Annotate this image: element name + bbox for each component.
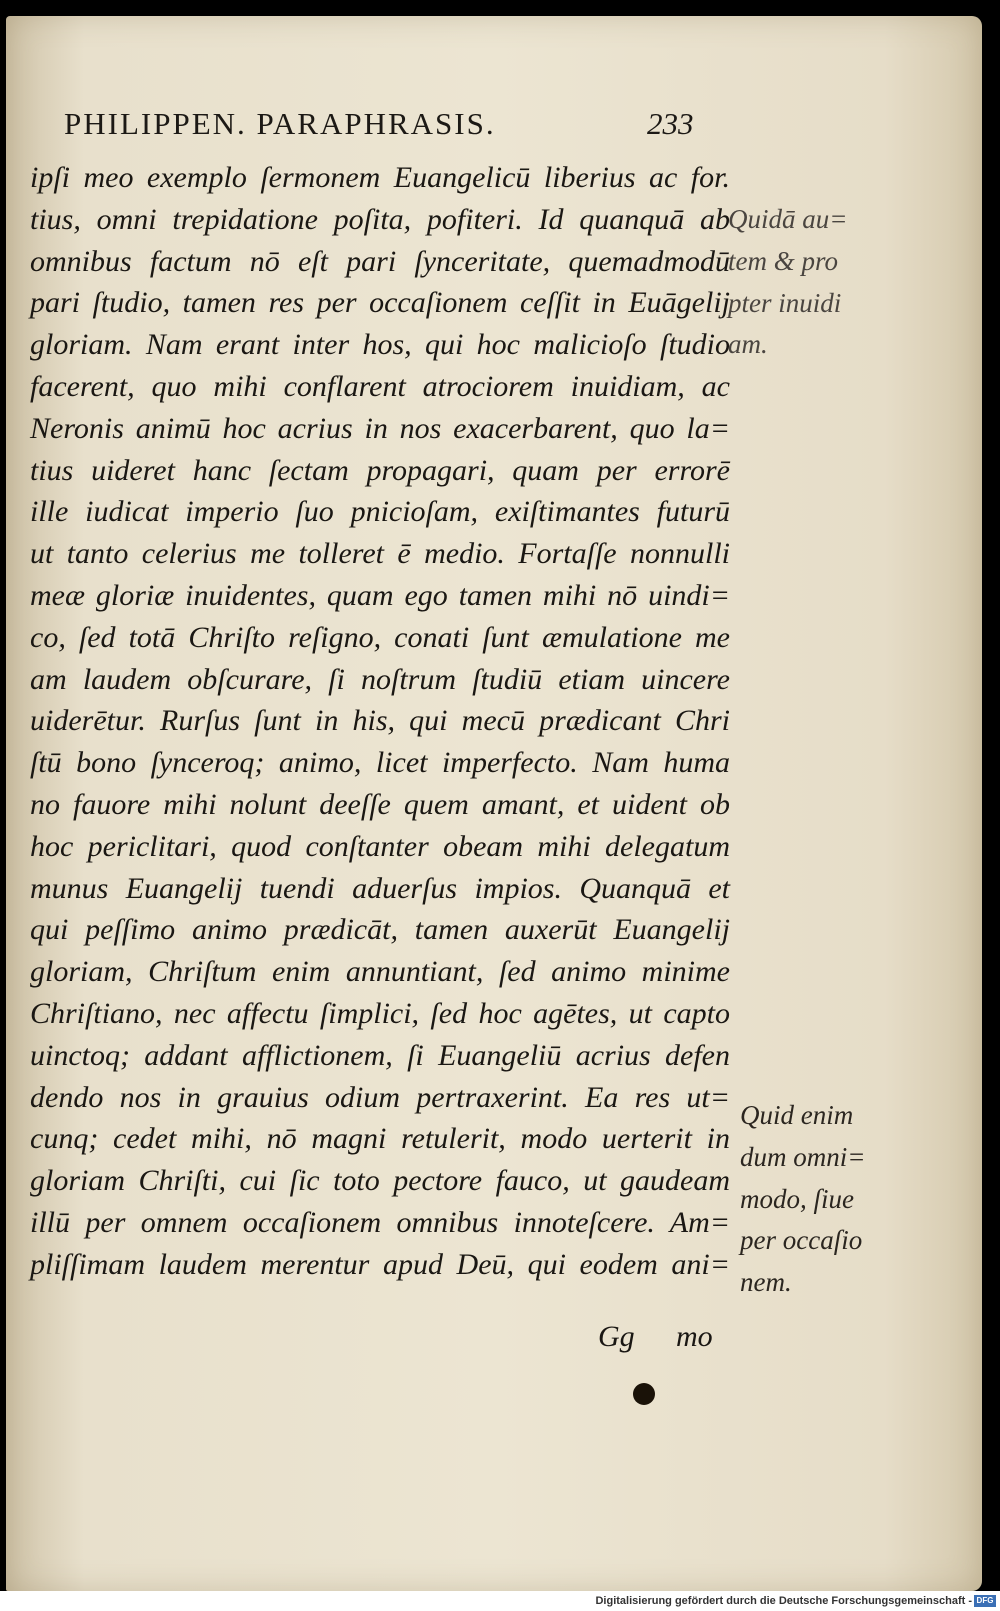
text-line: tius, omni trepidatione poſita, pofiteri. Id quanquā ab [30,202,730,236]
text-line: ille iudicat imperio ſuo pnicioſam, exiſtimantes futurū [30,495,730,529]
dfg-logo-icon: DFG [974,1595,996,1607]
margin-note-line: Quidā au= [728,204,848,234]
text-line: illū per omnem occaſionem omnibus innoteſcere. Am= [30,1205,730,1239]
text-line: uiderētur. Rurſus ſunt in his, qui mecū prædicant Chri [30,704,730,738]
text-line: pliſſimam laudem merentur apud Deū, qui eodem ani= [30,1247,730,1281]
text-line: facerent, quo mihi conflarent atrociorem inuidiam, ac [30,369,730,403]
margin-note-line: am. [728,329,768,360]
margin-note-line: dum omni= [740,1141,866,1172]
text-line: munus Euangelij tuendi aduerſus impios. Quanquā et [30,871,730,905]
margin-note-line: tem & pro [728,245,838,276]
text-line: uinctoq; addant afflictionem, ſi Euangeliū acrius defen [30,1038,730,1072]
margin-note-line: modo, ſiue [740,1183,854,1214]
margin-note-line: nem. [740,1267,792,1298]
signature-mark: Gg [598,1320,635,1353]
catchword: mo [676,1320,713,1353]
text-line: hoc periclitari, quod conſtanter obeam mihi delegatum [30,829,730,863]
text-line: qui peſſimo animo prædicāt, tamen auxerūt Euangelij [30,913,730,947]
footer-credit: Digitalisierung gefördert durch die Deutsche Forschungsgemeinschaft - [595,1595,972,1607]
margin-note-line: per occaſio [740,1225,863,1256]
text-line: tius uideret hanc ſectam propagari, quam per errorē [30,453,730,487]
running-title: PHILIPPEN. PARAPHRASIS. [64,106,496,141]
main-text-block [30,157,730,1286]
margin-note-quidam [728,199,847,366]
ink-blot [633,1383,655,1405]
margin-note-line: pter inuidi [728,287,842,318]
text-line: ſtū bono ſynceroq; animo, licet imperfecto. Nam huma [30,746,730,780]
text-line: omnibus factum nō eſt pari ſynceritate, quemadmodū [30,244,730,278]
text-line: Neronis animū hoc acrius in nos exacerbarent, quo la= [30,411,730,445]
text-line: ipſi meo exemplo ſermonem Euangelicū liberius ac for. [30,161,730,194]
text-line: meæ gloriæ inuidentes, quam ego tamen mihi nō uindi= [30,578,730,612]
page-header [64,106,704,142]
text-line: no fauore mihi nolunt deeſſe quem amant, et uident ob [30,787,730,821]
text-line: am laudem obſcurare, ſi noſtrum ſtudiū etiam uincere [30,662,730,696]
digitization-footer [0,1591,1000,1611]
text-line: gloriam, Chriſtum enim annuntiant, ſed animo minime [30,955,730,989]
text-line: pari ſtudio, tamen res per occaſionem ceſſit in Euāgelij [30,286,730,320]
text-line: Chriſtiano, nec affectu ſimplici, ſed hoc agētes, ut capto [30,996,730,1030]
text-line: gloriam. Nam erant inter hos, qui hoc malicioſo ſtudio [30,328,730,362]
page-number: 233 [647,106,694,141]
text-line: ut tanto celerius me tolleret ē medio. Fortaſſe nonnulli [30,537,730,571]
margin-note-quid-enim [740,1095,865,1304]
text-line: dendo nos in grauius odium pertraxerint. Ea res ut= [30,1080,730,1114]
text-line: co, ſed totā Chriſto reſigno, conati ſunt æmulatione me [30,620,730,654]
margin-note-line: Quid enim [740,1100,854,1130]
text-line: gloriam Chriſti, cui ſic toto pectore fauco, ut gaudeam [30,1164,730,1198]
text-line: cunq; cedet mihi, nō magni retulerit, modo uerterit in [30,1122,730,1156]
